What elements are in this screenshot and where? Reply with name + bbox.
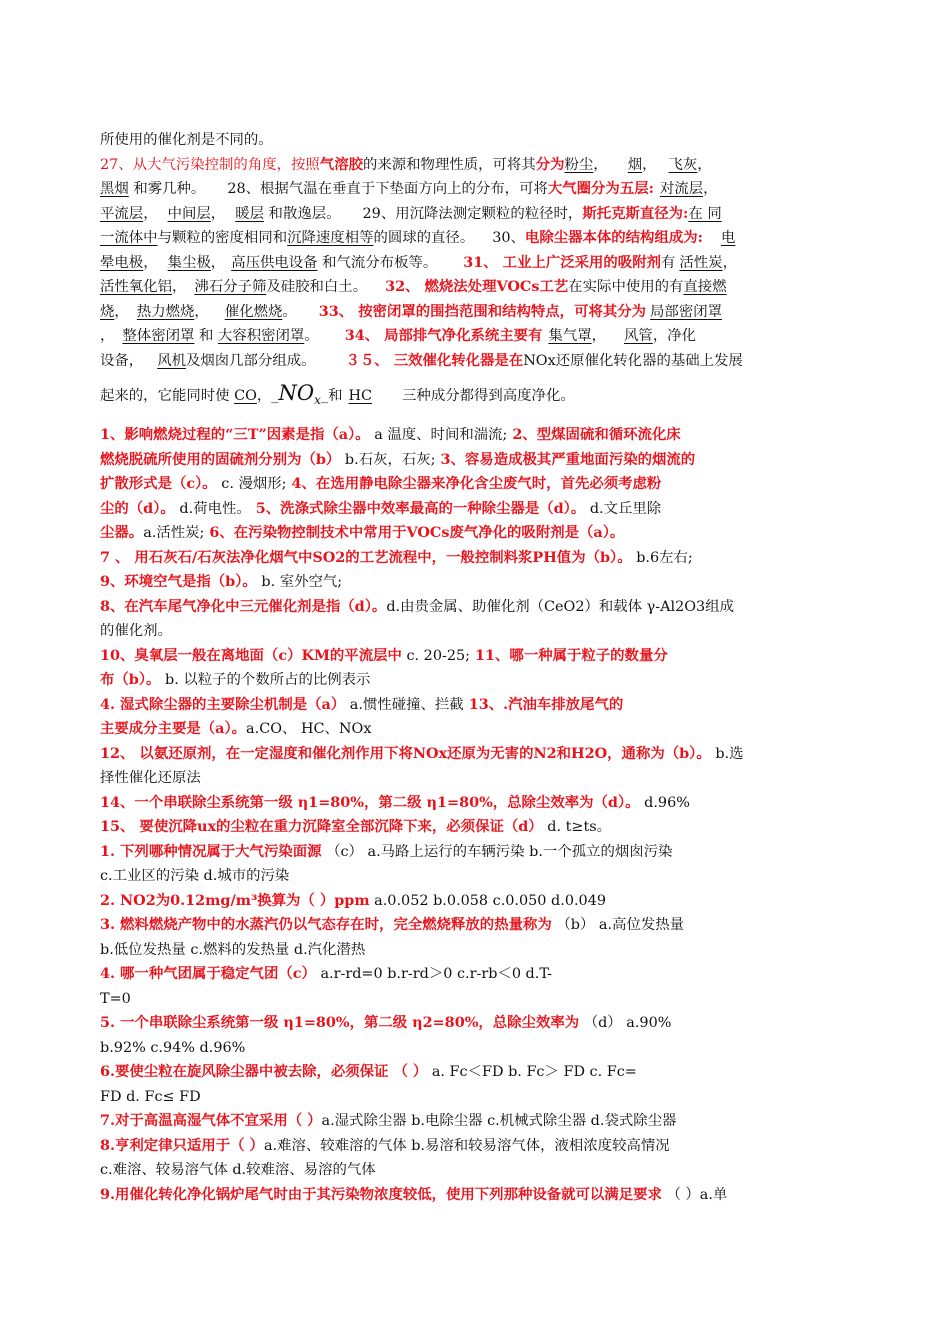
text: 所使用的催化剂是不同的。 (100, 132, 273, 148)
question-text: 4. 湿式除尘器的主要除尘机制是（a） (100, 695, 346, 713)
question-line (100, 938, 850, 963)
text-line (100, 202, 850, 227)
question-text: 9、环境空气是指（b）。 (100, 573, 257, 590)
question-text: 燃烧脱硫所使用的固硫剂分别为（b） (100, 450, 341, 468)
answer-text: （b） a.高位发热量 (551, 917, 685, 933)
answer-text: T=0 (100, 990, 131, 1007)
question-line (100, 766, 850, 791)
question-line (100, 913, 850, 938)
answer: 烟 (627, 156, 643, 173)
keyword: 31、 工业上广泛采用的吸附剂 (463, 253, 661, 271)
answer-text: b. 室外空气; (256, 574, 343, 590)
text: 及烟囱几部分组成。 (185, 352, 316, 369)
question-line (100, 962, 850, 987)
text: ， (703, 181, 718, 197)
question-text: 8、在汽车尾气净化中三元催化剂是指（d）。 (100, 597, 387, 615)
answer: 暖层 (235, 205, 264, 222)
answer-text: （c） a.马路上运行的车辆污染 b.一个孤立的烟囱污染 (321, 843, 673, 860)
question-text: 12、 以氨还原剂，在一定湿度和催化剂作用下将NOx还原为无害的N2和H2O，通称为（b）。 (100, 744, 711, 762)
question-line (100, 570, 850, 595)
answer-text: 择性催化还原法 (100, 770, 201, 786)
answer-text: （d） a.90% (579, 1015, 672, 1031)
answer-text: d.96% (639, 794, 690, 811)
answer: 活性炭 (679, 254, 723, 271)
question-line (100, 644, 850, 669)
choice-section (100, 423, 850, 1207)
text: ， (697, 156, 712, 173)
keyword: 分为 (535, 155, 565, 173)
answer-text: d.荷电性。 (174, 500, 251, 517)
answer-text: b. 以粒子的个数所占的比例表示 (160, 672, 371, 688)
question-line (100, 889, 850, 914)
question-text: 7.对于高温高湿气体不宜采用（ ） (100, 1112, 322, 1129)
answer-text: d. t≥ts。 (542, 819, 612, 835)
answer-text: d.文丘里除 (585, 500, 662, 517)
question-line (100, 1085, 850, 1110)
text: 设备， (100, 352, 144, 369)
answer-text: b.石灰，石灰; (340, 451, 436, 468)
answer: 一流体中 (100, 230, 158, 246)
text: 。 (282, 303, 297, 320)
answer-text: b.6左右; (631, 549, 693, 566)
question-text: 4、在选用静电除尘器来净化含尘废气时，首先必须考虑粉 (286, 475, 662, 492)
question-text: 9.用催化转化净化锅炉尾气时由于其污染物浓度较低，使用下列那种设备就可以满足要求 (100, 1185, 662, 1203)
answer: 对流层 (659, 181, 704, 197)
text: 。 (304, 328, 319, 344)
answer-text: a.湿式除尘器 b.电除尘器 c.机械式除尘器 d.袋式除尘器 (321, 1113, 677, 1129)
text: 与颗粒的密度相同和 (157, 230, 288, 246)
text-line (100, 251, 850, 276)
text: _和 (320, 388, 343, 404)
text: ， (143, 254, 158, 271)
answer-text: a.活性炭; (143, 525, 205, 541)
question-line (100, 595, 850, 620)
question-line (100, 864, 850, 889)
text: ， (642, 156, 657, 173)
question-line (100, 472, 850, 497)
question-line (100, 521, 850, 546)
answer: 大容积密闭罩 (217, 328, 305, 344)
text-line (100, 177, 850, 202)
question-line (100, 497, 850, 522)
answer: 沸石分子筛 (194, 279, 267, 295)
text: ， (593, 156, 608, 173)
answer: 烧 (100, 303, 115, 320)
answer-text: b.低位发热量 c.燃料的发热量 d.汽化潜热 (100, 941, 366, 958)
question-text: 尘的（d）。 (100, 499, 175, 517)
answer-text: a.r-rd=0 b.r-rd＞0 c.r-rb＜0 d.T- (315, 966, 552, 982)
text: 的来源和物理性质，可将其 (362, 156, 536, 173)
answer: 直接燃 (683, 279, 727, 295)
question-line (100, 1036, 850, 1061)
text: ，净化 (652, 328, 696, 344)
question-text: 6、在污染物控制技术中常用于VOCs废气净化的吸附剂是（a）。 (204, 524, 625, 541)
document-page (100, 128, 850, 1207)
question-text: 5. 一个串联除尘系统第一级 η1=80%，第二级 η2=80%，总除尘效率为 (100, 1014, 580, 1031)
text: 和 (194, 328, 218, 344)
question-line (100, 840, 850, 865)
answer-text: c. 20-25; (401, 647, 470, 664)
question-line (100, 1011, 850, 1036)
question-text: 1、影响燃烧过程的“三T”因素是指（a）。 (100, 426, 370, 443)
question-text: 11、哪一种属于粒子的数量分 (470, 646, 668, 664)
text: NOx还原催化转化器的基础上发展 (523, 352, 743, 369)
text: 起来的，它能同时使 (100, 388, 235, 404)
answer: 集气罩 (548, 328, 592, 344)
answer-text: a.0.052 b.0.058 c.0.050 d.0.049 (369, 892, 607, 909)
question-line (100, 1109, 850, 1134)
question-line (100, 1158, 850, 1183)
text-line (100, 349, 850, 374)
answer: 粉尘 (564, 156, 594, 173)
answer-text: b.选 (710, 745, 744, 762)
keyword: 32、 燃烧法处理VOCs工艺 (385, 278, 569, 295)
question-line (100, 791, 850, 816)
answer-text: a.CO、 HC、NOx (246, 721, 372, 737)
question-line (100, 619, 850, 644)
answer: 晕电极 (100, 254, 144, 271)
question-text: 3. 燃料燃烧产物中的水蒸汽仍以气态存在时，完全燃烧释放的热量称为 (100, 916, 552, 933)
text: 和雾几种。 (128, 181, 206, 197)
question-line (100, 987, 850, 1012)
answer-text: a 温度、时间和湍流; (369, 427, 508, 443)
keyword: 33、 按密闭罩的围挡范围和结构特点，可将其分为 (318, 302, 647, 320)
keyword: 大气圈分为五层: (547, 180, 654, 197)
question-text: 14、一个串联除尘系统第一级 η1=80%，第二级 η1=80%，总除尘效率为（d）。 (100, 793, 640, 811)
text: 的圆球的直径。 (373, 230, 475, 246)
question-text: 布（b）。 (100, 671, 161, 688)
question-text: 6.要使尘粒在旋风除尘器中被去除，必须保证 （ ） (100, 1063, 428, 1080)
text: 和气流分布板等。 (317, 254, 438, 271)
question-text: 扩散形式是（c）。 (100, 475, 217, 492)
question-line (100, 1060, 850, 1085)
text: ， (100, 328, 115, 344)
answer: 平流层 (100, 205, 144, 222)
keyword: 气溶胶 (319, 155, 363, 173)
text: ， (722, 254, 737, 271)
text-line (100, 324, 850, 349)
answer: 沉降速度相等 (287, 230, 374, 246)
question-line (100, 668, 850, 693)
question-line (100, 546, 850, 571)
answer-text: 的催化剂。 (100, 623, 172, 639)
answer: 高压供电设备 (231, 254, 318, 271)
answer-text: c.工业区的污染 d.城市的污染 (100, 868, 290, 884)
answer-text: a.惯性碰撞、拦截 (345, 696, 464, 713)
answer-text: （ ）a.单 (661, 1186, 728, 1203)
question-line (100, 742, 850, 767)
text: 及硅胶和白土。 (266, 279, 368, 295)
keyword: 斯托克斯直径为: (582, 204, 689, 222)
text: ， (114, 303, 129, 320)
answer: 集尘极 (167, 254, 211, 271)
answer: HC (348, 388, 373, 404)
text: 30、 (492, 230, 525, 246)
text: ， (591, 328, 607, 344)
text: 和散逸层。 (263, 205, 341, 222)
answer-text: c. 漫烟形; (216, 476, 287, 492)
question-text: 10、臭氧层一般在离地面（c）KM的平流层中 (100, 646, 402, 664)
text: 三种成分都得到高度净化。 (402, 388, 575, 404)
question-text: 7 、 用石灰石/石灰法净化烟气中SO2的工艺流程中，一般控制料浆PH值为（b）。 (100, 548, 632, 566)
answer: 在 同 (688, 205, 722, 222)
question-text: 8.亨利定律只适用于（ ） (100, 1136, 264, 1154)
answer: 局部密闭罩 (650, 303, 722, 320)
text: ， (194, 303, 209, 320)
question-line (100, 423, 850, 448)
answer: 整体密闭罩 (122, 328, 195, 344)
answer-text: a. Fc＜FD b. Fc＞ FD c. Fc= (427, 1064, 637, 1080)
text-line (100, 153, 850, 178)
question-line (100, 815, 850, 840)
answer: 黑烟 (100, 181, 129, 197)
question-text: 27、从大气污染控制的角度，按照 (100, 156, 320, 173)
question-text: 4. 哪一种气团属于稳定气团（c） (100, 965, 316, 982)
question-text: 1. 下列哪种情况属于大气污染面源 (100, 842, 322, 860)
formula-no: NO (278, 381, 315, 405)
answer: 活性氧化铝 (100, 279, 172, 295)
text: 在实际中使用的有 (568, 279, 684, 295)
text: 有 (660, 254, 676, 271)
question-line (100, 448, 850, 473)
question-text: 尘器。 (100, 524, 144, 541)
text-line (100, 226, 850, 251)
question-line (100, 693, 850, 718)
question-line (100, 1183, 850, 1208)
text: 28、根据气温在垂直于下垫面方向上的分布，可将 (227, 181, 548, 197)
text: 29、用沉降法测定颗粒的粒径时， (362, 205, 583, 222)
keyword: ３５、 三效催化转化器是在 (345, 351, 524, 369)
text: ， (210, 254, 226, 271)
text-line (100, 300, 850, 325)
question-text: 15、 要使沉降ux的尘粒在重力沉降室全部沉降下来，必须保证（d） (100, 818, 543, 835)
text-line (100, 128, 850, 153)
answer: 热力燃烧 (136, 303, 195, 320)
answer: 风机 (157, 352, 186, 369)
answer: 催化燃烧 (224, 303, 283, 320)
question-text: 主要成分主要是（a）。 (100, 720, 247, 737)
keyword: 电除尘器本体的结构组成为: (524, 229, 703, 246)
question-text: 5、洗涤式除尘器中效率最高的一种除尘器是（d）。 (250, 499, 586, 517)
answer: 飞灰 (668, 156, 698, 173)
answer-text: c.难溶、较易溶气体 d.较难溶、易溶的气体 (100, 1162, 376, 1178)
text-line (100, 275, 850, 300)
answer-text: FD d. Fc≤ FD (100, 1088, 201, 1105)
question-text: 3、容易造成极其严重地面污染的烟流的 (435, 450, 696, 468)
answer-text: d.由贵金属、助催化剂（CeO2）和载体 γ-Al2O3组成 (386, 598, 734, 615)
text: ，_ (256, 388, 279, 404)
answer: CO (234, 388, 257, 404)
question-text: 2. NO2为0.12mg/m³换算为（ ）ppm (100, 891, 370, 909)
answer: 电 (720, 230, 736, 246)
answer: 中间层 (167, 205, 211, 222)
answer-text: a.难溶、较难溶的气体 b.易溶和较易溶气体，液相浓度较高情况 (263, 1137, 670, 1154)
formula-subscript: x (314, 392, 321, 407)
text: ， (171, 279, 187, 295)
keyword: 34、 局部排气净化系统主要有 (344, 327, 543, 344)
question-line (100, 1134, 850, 1159)
answer-text: b.92% c.94% d.96% (100, 1039, 246, 1056)
question-line (100, 717, 850, 742)
text: ， (210, 205, 226, 222)
text: ， (143, 205, 158, 222)
question-text: 13、.汽油车排放尾气的 (463, 695, 624, 713)
answer: 风管 (624, 328, 653, 344)
text-line (100, 373, 850, 409)
question-text: 2、型煤固硫和循环流化床 (507, 426, 681, 443)
